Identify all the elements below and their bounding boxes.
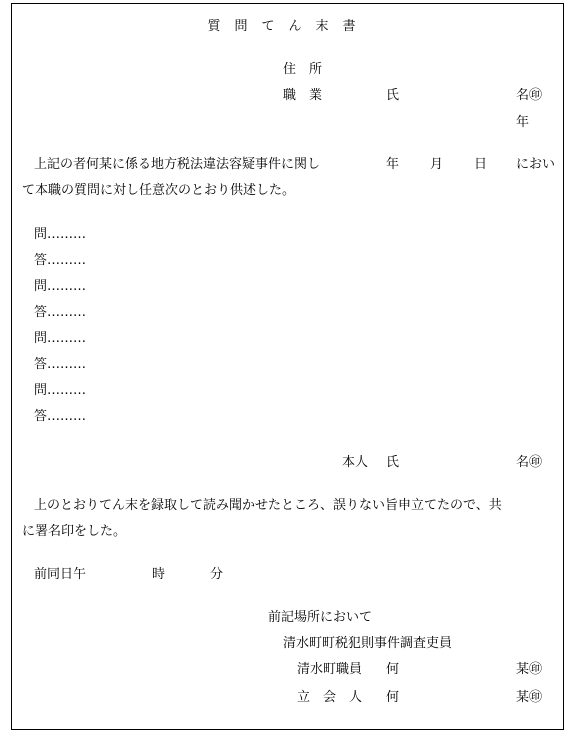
closing-line1: 上のとおりてん末を録取して読み聞かせたところ、誤りない旨申立てたので、共 — [34, 498, 502, 513]
intro-day: 日 — [474, 157, 488, 172]
officer-seal: 某㊞ — [516, 662, 543, 677]
place-line: 前記場所において — [268, 610, 373, 625]
qa-line: 問……… — [34, 227, 87, 242]
qa-line: 問……… — [34, 383, 87, 398]
qa-line: 問……… — [34, 331, 87, 346]
signer-label: 本人 — [342, 455, 369, 470]
closing-line2: に署名印をした。 — [22, 524, 127, 539]
time-minute-label: 分 — [210, 567, 224, 582]
time-date-label: 前同日午 — [34, 567, 87, 582]
investigator-title: 清水町町税犯則事件調査吏員 — [283, 636, 453, 651]
occupation-label: 職 業 — [283, 88, 323, 103]
qa-line: 答……… — [34, 357, 87, 372]
intro-line1-lead: 上記の者何某に係る地方税法違法容疑事件に関し — [34, 157, 321, 172]
intro-line2: て本職の質問に対し任意次のとおり供述した。 — [22, 183, 296, 198]
qa-line: 答……… — [34, 409, 87, 424]
officer-name: 何 — [386, 662, 400, 677]
qa-line: 答……… — [34, 253, 87, 268]
witness-seal: 某㊞ — [516, 690, 543, 705]
qa-line: 答……… — [34, 305, 87, 320]
address-label: 住 所 — [283, 62, 323, 77]
officer-label: 清水町職員 — [297, 662, 363, 677]
time-hour-label: 時 — [152, 567, 166, 582]
intro-month: 月 — [430, 157, 444, 172]
surname-label: 氏 — [386, 88, 400, 103]
intro-line1-tail: におい — [516, 157, 556, 172]
document-title: 質問てん末書 — [207, 19, 370, 34]
age-label: 年 — [516, 115, 530, 130]
qa-line: 問……… — [34, 279, 87, 294]
name-seal-label: 名㊞ — [516, 88, 543, 103]
witness-name: 何 — [386, 690, 400, 705]
intro-year: 年 — [386, 157, 400, 172]
signer-name-seal: 名㊞ — [516, 455, 543, 470]
witness-label: 立 会 人 — [297, 690, 363, 705]
signer-surname-label: 氏 — [386, 455, 400, 470]
